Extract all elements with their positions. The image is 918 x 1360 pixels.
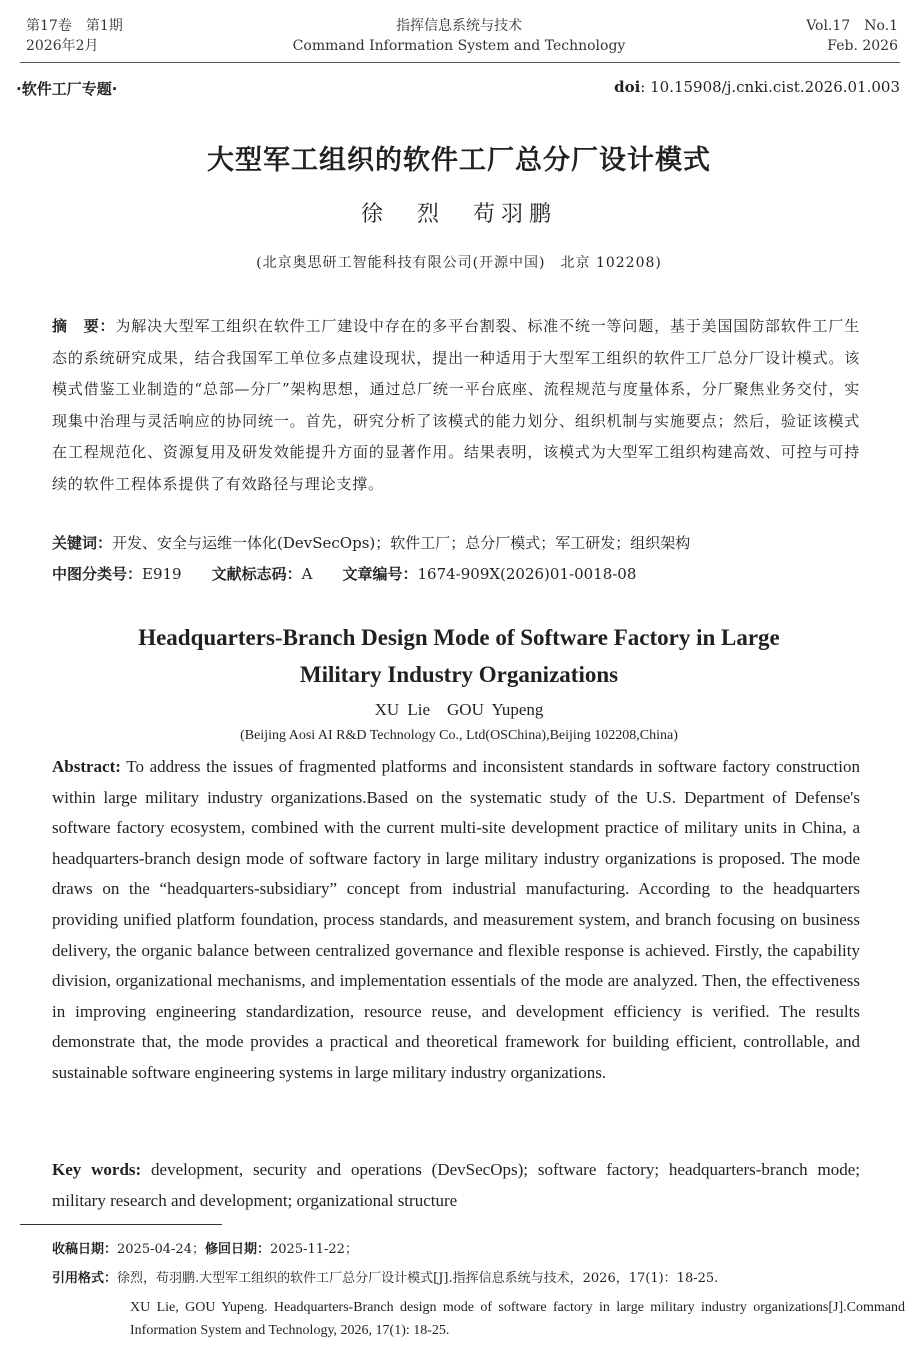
paper-title-en-line1: Headquarters-Branch Design Mode of Software Factory in Large [138,625,780,650]
volume-issue-cn: 第17卷 第1期 [26,18,123,34]
journal-name-cn: 指挥信息系统与技术 [396,18,522,34]
footnote-citation-cn [52,1269,882,1289]
doi-label: doi [614,78,641,96]
date-cn: 2026年2月 [26,38,99,54]
abstract-en-label: Abstract: [52,757,121,776]
clc-label: 中图分类号： [52,565,143,583]
article-no-value: 1674-909X(2026)01-0018-08 [417,565,637,583]
abstract-en [52,752,860,1089]
paper-title-cn: 大型军工组织的软件工厂总分厂设计模式 [207,145,711,176]
keywords-en-text: development, security and operations (DevSecOps); software factory; headquarters-branch mode; military research and development; organizational structure [52,1160,861,1210]
article-no-label: 文章编号： [342,565,418,583]
abstract-cn-text: 为解决大型军工组织在软件工厂建设中存在的多平台割裂、标准不统一等问题，基于美国国防部软件工厂生态的系统研究成果，结合我国军工单位多点建设现状，提出一种适用于大型军工组织的软件工厂总分厂设计模式。该模式借鉴工业制造的“总部—分厂”架构思想，通过总厂统一平台底座、流程规范与度量体系，分厂聚焦业务交付，实现集中治理与灵活响应的协同统一。首先，研究分析了该模式的能力划分、组织机制与实施要点；然后，验证该模式在工程规范化、资源复用及研发效能提升方面的显著作用。结果表明，该模式为大型军工组织构建高效、可控与可持续的软件工程体系提供了有效路径与理论支撑。 [52,317,861,493]
authors-en: XU Lie GOU Yupeng [374,700,544,719]
received-label: 收稿日期： [52,1242,118,1257]
cite-label: 引用格式： [52,1271,118,1286]
journal-name-en: Command Information System and Technology [292,38,626,54]
abstract-en-text: To address the issues of fragmented platforms and inconsistent standards in software factory construction within large military industry organizations.Based on the systematic study of the U.S. Department of Defense's software factory ecosystem, combined with the current multi-site development practice of military units in China, a headquarters-branch design mode of software factory in large military industry organizations is proposed. The mode draws on the “headquarters-subsidiary” concept from industrial manufacturing. According to the headquarters providing unified platform foundation, process standards, and measurement system, and branch focusing on business delivery, the organic balance between centralized governance and flexible response is achieved. Firstly, the capability division, organizational mechanisms, and implementation essentials of the mode are analyzed. Then, the effectiveness in improving engineering standardization, resource reuse, and development efficiency is verified. The results demonstrate that, the mode provides a practical and theoretical framework for building efficient, controllable, and sustainable software engineering systems in large military industry organizations. [52,757,860,1082]
revised-date: 2025-11-22； [270,1242,358,1257]
keywords-cn [52,528,872,558]
keywords-en-label: Key words: [52,1160,142,1179]
keywords-cn-text: 开发、安全与运维一体化(DevSecOps)；软件工厂；总分厂模式；军工研发；组织架构 [112,534,691,552]
footnote-citation-en: XU Lie, GOU Yupeng. Headquarters-Branch design mode of software factory in large military industry organizations[J].Command Information System and Technology, 2026, 17(1): 18-25. [130,1300,905,1338]
cite-cn-text: 徐烈，苟羽鹏.大型军工组织的软件工厂总分厂设计模式[J].指挥信息系统与技术，2026，17(1)：18-25. [117,1271,719,1286]
paper-title-en-line2: Military Industry Organizations [299,662,619,687]
classification-line [52,559,872,589]
paper-title-en [0,619,918,693]
doc-code-value: A [301,565,313,583]
authors-cn: 徐 烈 苟羽鹏 [360,202,557,227]
clc-value: E919 [142,565,182,583]
received-date: 2025-04-24； [117,1242,205,1257]
keywords-en [52,1155,860,1216]
doi: doi: 10.15908/j.cnki.cist.2026.01.003 [614,78,900,96]
doi-link[interactable]: 10.15908/j.cnki.cist.2026.01.003 [650,78,900,96]
date-en: Feb. 2026 [827,38,898,54]
affiliation-cn: (北京奥思研工智能科技有限公司(开源中国) 北京 102208) [256,255,662,271]
affiliation-en: (Beijing Aosi AI R&D Technology Co., Ltd(OSChina),Beijing 102208,China) [240,728,678,743]
keywords-cn-label: 关键词： [52,534,113,552]
revised-label: 修回日期： [204,1242,270,1257]
abstract-cn-label: 摘 要： [52,317,116,335]
volume-issue-en: Vol.17 No.1 [806,18,898,34]
header-divider [20,62,900,63]
footnote-dates [52,1240,358,1260]
footnote-divider [20,1224,222,1225]
running-header-center [0,16,918,56]
section-topic: ·软件工厂专题· [16,80,118,98]
running-header-right [806,16,898,56]
doc-code-label: 文献标志码： [211,565,302,583]
abstract-cn [52,311,860,500]
